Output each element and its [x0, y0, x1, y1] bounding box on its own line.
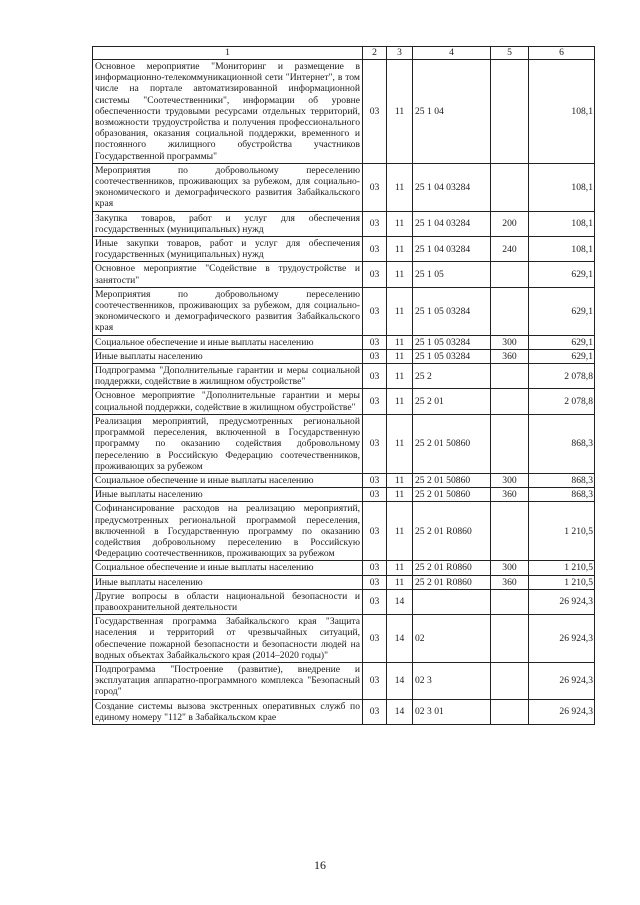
table-row	[93, 389, 595, 414]
cell-section: 03	[363, 662, 387, 699]
cell-expense-type	[491, 662, 529, 699]
cell-name: Мероприятия по добровольному переселению соотечественников, проживающих за рубежом, для социально-экономического и демографического развития Забайкальского края	[93, 163, 363, 211]
cell-amount: 629,1	[529, 287, 595, 335]
cell-subsection: 11	[387, 335, 413, 349]
table-row	[93, 561, 595, 575]
cell-amount: 108,1	[529, 60, 595, 164]
cell-subsection: 11	[387, 287, 413, 335]
cell-expense-type: 200	[491, 211, 529, 236]
cell-amount: 629,1	[529, 349, 595, 363]
cell-expense-type	[491, 364, 529, 389]
cell-name: Иные выплаты населению	[93, 575, 363, 589]
cell-amount: 26 924,3	[529, 662, 595, 699]
cell-expense-type	[491, 502, 529, 561]
cell-subsection: 11	[387, 237, 413, 262]
cell-section: 03	[363, 488, 387, 502]
table-row	[93, 349, 595, 363]
table-row	[93, 237, 595, 262]
header-col-4: 4	[413, 47, 491, 60]
cell-subsection: 14	[387, 615, 413, 663]
cell-target-code: 02 3 01	[413, 699, 491, 724]
cell-name: Социальное обеспечение и иные выплаты населению	[93, 473, 363, 487]
cell-name: Подпрограмма "Построение (развитие), внедрение и эксплуатация аппаратно-программного комплекса "Безопасный город"	[93, 662, 363, 699]
cell-amount: 108,1	[529, 163, 595, 211]
header-col-2: 2	[363, 47, 387, 60]
cell-expense-type: 300	[491, 335, 529, 349]
table-row	[93, 502, 595, 561]
cell-target-code: 25 2 01 R0860	[413, 561, 491, 575]
cell-section: 03	[363, 60, 387, 164]
cell-section: 03	[363, 473, 387, 487]
cell-target-code: 25 1 04	[413, 60, 491, 164]
table-row	[93, 364, 595, 389]
cell-target-code: 25 2 01 50860	[413, 414, 491, 473]
cell-expense-type	[491, 414, 529, 473]
table-row	[93, 262, 595, 287]
table-row	[93, 575, 595, 589]
cell-section: 03	[363, 349, 387, 363]
table-row	[93, 211, 595, 236]
cell-subsection: 11	[387, 364, 413, 389]
cell-target-code: 25 1 05 03284	[413, 335, 491, 349]
cell-target-code: 25 2 01 R0860	[413, 575, 491, 589]
header-col-3: 3	[387, 47, 413, 60]
cell-name: Другие вопросы в области национальной безопасности и правоохранительной деятельности	[93, 589, 363, 614]
cell-section: 03	[363, 335, 387, 349]
table-row	[93, 662, 595, 699]
cell-amount: 26 924,3	[529, 589, 595, 614]
cell-expense-type	[491, 615, 529, 663]
cell-target-code: 25 1 05 03284	[413, 287, 491, 335]
cell-section: 03	[363, 163, 387, 211]
cell-name: Мероприятия по добровольному переселению соотечественников, проживающих за рубежом, для социально-экономического и демографического развития Забайкальского края	[93, 287, 363, 335]
cell-amount: 108,1	[529, 237, 595, 262]
cell-section: 03	[363, 589, 387, 614]
table-body	[93, 60, 595, 725]
cell-name: Создание системы вызова экстренных оперативных служб по единому номеру "112" в Забайкальском крае	[93, 699, 363, 724]
cell-section: 03	[363, 287, 387, 335]
cell-amount: 26 924,3	[529, 615, 595, 663]
cell-target-code: 02 3	[413, 662, 491, 699]
cell-name: Софинансирование расходов на реализацию мероприятий, предусмотренных региональной программой переселения, включенной в Государственную программу по оказанию содействия добровольному переселению в Российскую Федерацию соотечественников, проживающих за рубежом	[93, 502, 363, 561]
cell-name: Основное мероприятие "Дополнительные гарантии и меры социальной поддержки, содействие в жилищном обустройстве"	[93, 389, 363, 414]
table-row	[93, 615, 595, 663]
cell-section: 03	[363, 575, 387, 589]
cell-subsection: 11	[387, 163, 413, 211]
cell-section: 03	[363, 699, 387, 724]
cell-name: Основное мероприятие "Содействие в трудоустройстве и занятости"	[93, 262, 363, 287]
cell-target-code: 25 2 01 R0860	[413, 502, 491, 561]
table-row	[93, 488, 595, 502]
cell-name: Основное мероприятие "Мониторинг и размещение в информационно-телекоммуникационной сети "Интернет", в том числе на портале автоматизированной информационной системы "Соотечественники", информации об уровне обеспеченности трудовыми ресурсами отдельных территорий, возможности трудоустройства и получения профессионального образования, оказания социальной поддержки, временного и постоянного жилищного обустройства участников Государственной программы"	[93, 60, 363, 164]
cell-subsection: 11	[387, 502, 413, 561]
cell-subsection: 11	[387, 561, 413, 575]
cell-target-code: 25 2 01	[413, 389, 491, 414]
cell-subsection: 14	[387, 699, 413, 724]
page-number: 16	[314, 858, 326, 872]
cell-target-code: 25 1 04 03284	[413, 237, 491, 262]
cell-section: 03	[363, 615, 387, 663]
cell-expense-type	[491, 262, 529, 287]
cell-expense-type	[491, 389, 529, 414]
table-row	[93, 589, 595, 614]
header-col-6: 6	[529, 47, 595, 60]
table-row	[93, 699, 595, 724]
table-row	[93, 60, 595, 164]
cell-section: 03	[363, 237, 387, 262]
cell-expense-type	[491, 60, 529, 164]
cell-expense-type: 300	[491, 561, 529, 575]
table-header-row	[93, 47, 595, 60]
cell-expense-type: 300	[491, 473, 529, 487]
cell-section: 03	[363, 364, 387, 389]
cell-name: Иные выплаты населению	[93, 349, 363, 363]
table-row	[93, 287, 595, 335]
cell-target-code: 25 1 05 03284	[413, 349, 491, 363]
cell-amount: 26 924,3	[529, 699, 595, 724]
cell-target-code: 25 2 01 50860	[413, 488, 491, 502]
cell-expense-type	[491, 287, 529, 335]
cell-expense-type: 360	[491, 575, 529, 589]
cell-expense-type	[491, 163, 529, 211]
header-col-1: 1	[93, 47, 363, 60]
cell-amount: 629,1	[529, 262, 595, 287]
cell-subsection: 11	[387, 473, 413, 487]
cell-amount: 629,1	[529, 335, 595, 349]
cell-amount: 2 078,8	[529, 389, 595, 414]
cell-amount: 108,1	[529, 211, 595, 236]
cell-target-code: 25 1 04 03284	[413, 163, 491, 211]
cell-target-code: 25 1 05	[413, 262, 491, 287]
cell-amount: 868,3	[529, 473, 595, 487]
cell-target-code: 25 1 04 03284	[413, 211, 491, 236]
cell-amount: 868,3	[529, 488, 595, 502]
cell-amount: 1 210,5	[529, 575, 595, 589]
cell-name: Иные выплаты населению	[93, 488, 363, 502]
cell-name: Социальное обеспечение и иные выплаты населению	[93, 335, 363, 349]
cell-amount: 868,3	[529, 414, 595, 473]
cell-subsection: 11	[387, 414, 413, 473]
cell-expense-type: 240	[491, 237, 529, 262]
cell-target-code: 25 2	[413, 364, 491, 389]
cell-name: Подпрограмма "Дополнительные гарантии и меры социальной поддержки, содействие в жилищном обустройстве"	[93, 364, 363, 389]
header-col-5: 5	[491, 47, 529, 60]
cell-section: 03	[363, 414, 387, 473]
cell-section: 03	[363, 389, 387, 414]
cell-subsection: 11	[387, 211, 413, 236]
table-row	[93, 414, 595, 473]
cell-target-code: 25 2 01 50860	[413, 473, 491, 487]
table-row	[93, 473, 595, 487]
cell-expense-type	[491, 589, 529, 614]
cell-section: 03	[363, 262, 387, 287]
cell-section: 03	[363, 561, 387, 575]
cell-subsection: 11	[387, 389, 413, 414]
cell-subsection: 14	[387, 589, 413, 614]
cell-amount: 2 078,8	[529, 364, 595, 389]
cell-expense-type: 360	[491, 488, 529, 502]
cell-name: Государственная программа Забайкальского края "Защита населения и территорий от чрезвычайных ситуаций, обеспечение пожарной безопасности и безопасности людей на водных объектах Забайкальского края (2014–2020 годы)"	[93, 615, 363, 663]
cell-subsection: 11	[387, 575, 413, 589]
cell-subsection: 11	[387, 262, 413, 287]
cell-amount: 1 210,5	[529, 502, 595, 561]
cell-subsection: 11	[387, 349, 413, 363]
cell-subsection: 14	[387, 662, 413, 699]
cell-target-code: 02	[413, 615, 491, 663]
table-row	[93, 335, 595, 349]
cell-amount: 1 210,5	[529, 561, 595, 575]
cell-subsection: 11	[387, 488, 413, 502]
cell-name: Реализация мероприятий, предусмотренных региональной программой переселения, включенной в Государственную программу по оказанию содействия добровольному переселению в Российскую Федерацию соотечественников, проживающих за рубежом	[93, 414, 363, 473]
cell-name: Социальное обеспечение и иные выплаты населению	[93, 561, 363, 575]
cell-expense-type	[491, 699, 529, 724]
cell-section: 03	[363, 502, 387, 561]
cell-target-code	[413, 589, 491, 614]
cell-expense-type: 360	[491, 349, 529, 363]
cell-name: Иные закупки товаров, работ и услуг для обеспечения государственных (муниципальных) нужд	[93, 237, 363, 262]
cell-subsection: 11	[387, 60, 413, 164]
table-row	[93, 163, 595, 211]
budget-table	[92, 46, 595, 725]
cell-name: Закупка товаров, работ и услуг для обеспечения государственных (муниципальных) нужд	[93, 211, 363, 236]
cell-section: 03	[363, 211, 387, 236]
